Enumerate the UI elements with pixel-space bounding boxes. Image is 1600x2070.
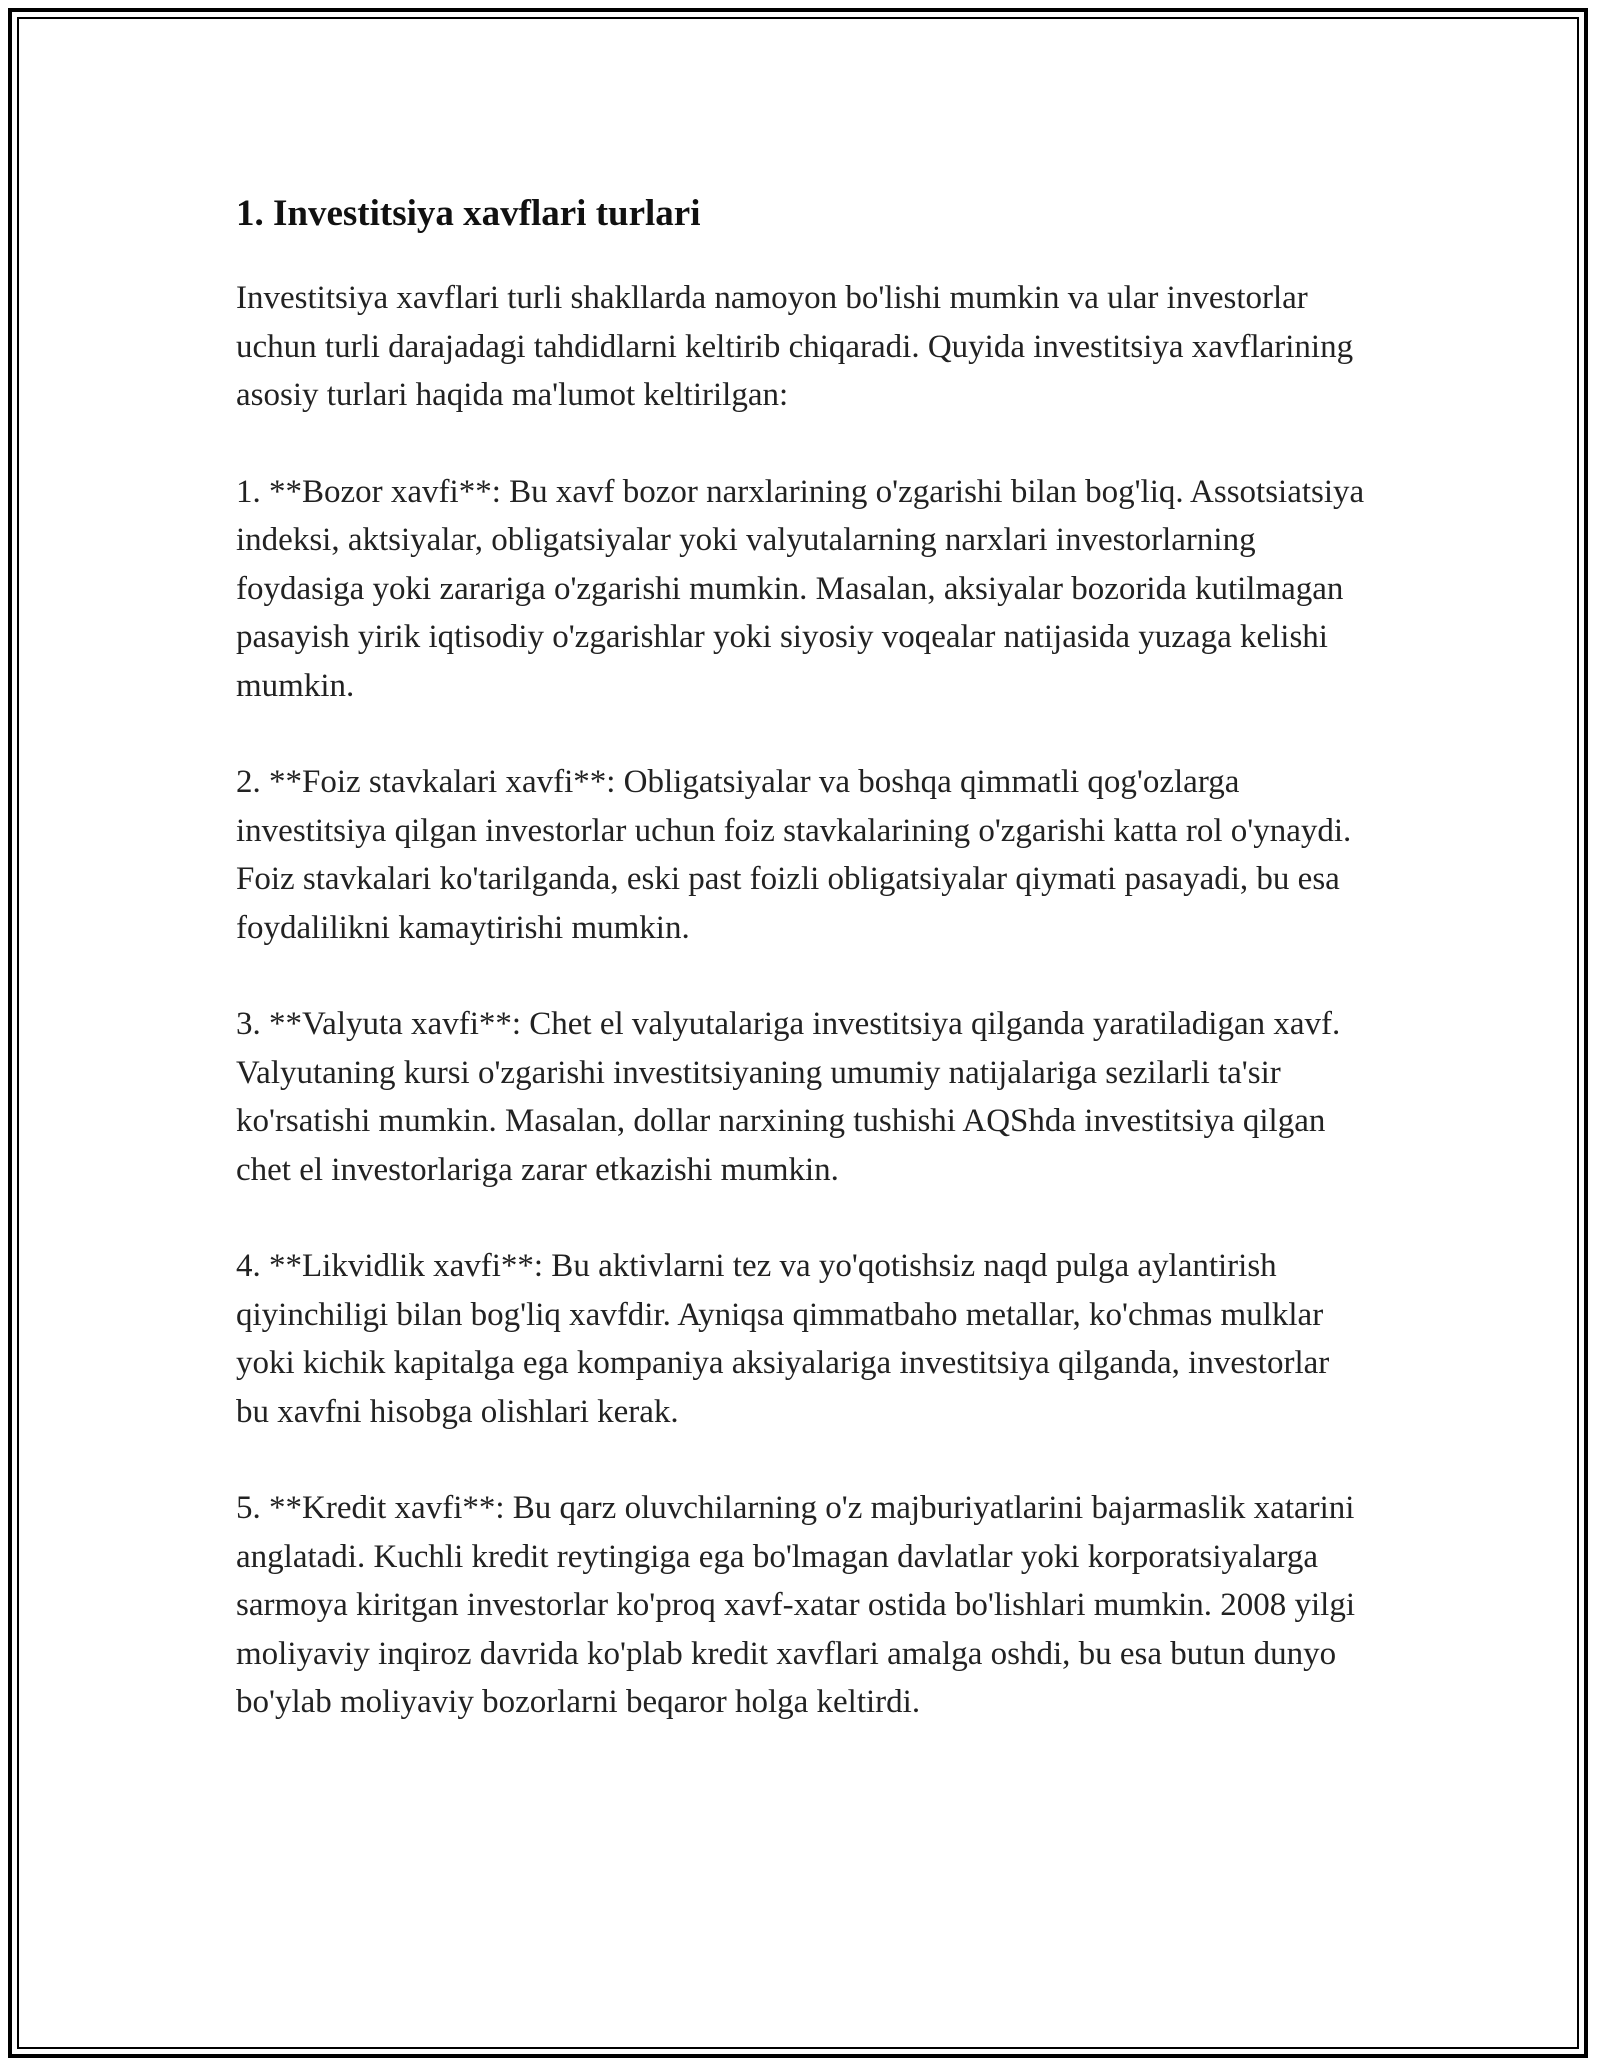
interest-rate-risk-paragraph: 2. **Foiz stavkalari xavfi**: Obligatsiyalar va boshqa qimmatli qog'ozlarga investitsiya qilgan investorlar uchun foiz stavkalarining o'zgarishi katta rol o'ynaydi. Foiz stavkalari ko'tarilganda, eski past foizli obligatsiyalar qiymati pasayadi, bu esa foydalilikni kamaytirishi mumkin. [236, 764, 1352, 946]
section-heading: 1. Investitsiya xavflari turlari [236, 193, 701, 234]
liquidity-risk-paragraph: 4. **Likvidlik xavfi**: Bu aktivlarni tez va yo'qotishsiz naqd pulga aylantirish qiyinchiligi bilan bog'liq xavfdir. Ayniqsa qimmatbaho metallar, ko'chmas mulklar yoki kichik kapitalga ega kompaniya aksiyalariga investitsiya qilganda, investorlar bu xavfni hisobga olishlari kerak. [236, 1248, 1330, 1430]
document-body [236, 186, 1366, 1775]
currency-risk-paragraph: 3. **Valyuta xavfi**: Chet el valyutalariga investitsiya qilganda yaratiladigan xavf. Valyutaning kursi o'zgarishi investitsiyaning umumiy natijalariga sezilarli ta'sir ko'rsatishi mumkin. Masalan, dollar narxining tushishi AQShda investitsiya qilgan chet el investorlariga zarar etkazishi mumkin. [236, 1006, 1341, 1188]
intro-paragraph: Investitsiya xavflari turli shakllarda namoyon bo'lishi mumkin va ular investorlar uchun turli darajadagi tahdidlarni keltirib chiqaradi. Quyida investitsiya xavflarining asosiy turlari haqida ma'lumot keltirilgan: [236, 280, 1354, 413]
market-risk-paragraph: 1. **Bozor xavfi**: Bu xavf bozor narxlarining o'zgarishi bilan bog'liq. Assotsiatsiya indeksi, aktsiyalar, obligatsiyalar yoki valyutalarning narxlari investorlarning foydasiga yoki zarariga o'zgarishi mumkin. Masalan, aksiyalar bozorida kutilmagan pasayish yirik iqtisodiy o'zgarishlar yoki siyosiy voqealar natijasida yuzaga kelishi mumkin. [236, 473, 1365, 704]
credit-risk-paragraph: 5. **Kredit xavfi**: Bu qarz oluvchilarning o'z majburiyatlarini bajarmaslik xatarini anglatadi. Kuchli kredit reytingiga ega bo'lmagan davlatlar yoki korporatsiyalarga sarmoya kiritgan investorlar ko'proq xavf-xatar ostida bo'lishlari mumkin. 2008 yilgi moliyaviy inqiroz davrida ko'plab kredit xavflari amalga oshdi, bu esa butun dunyo bo'ylab moliyaviy bozorlarni beqaror holga keltirdi. [236, 1490, 1356, 1720]
